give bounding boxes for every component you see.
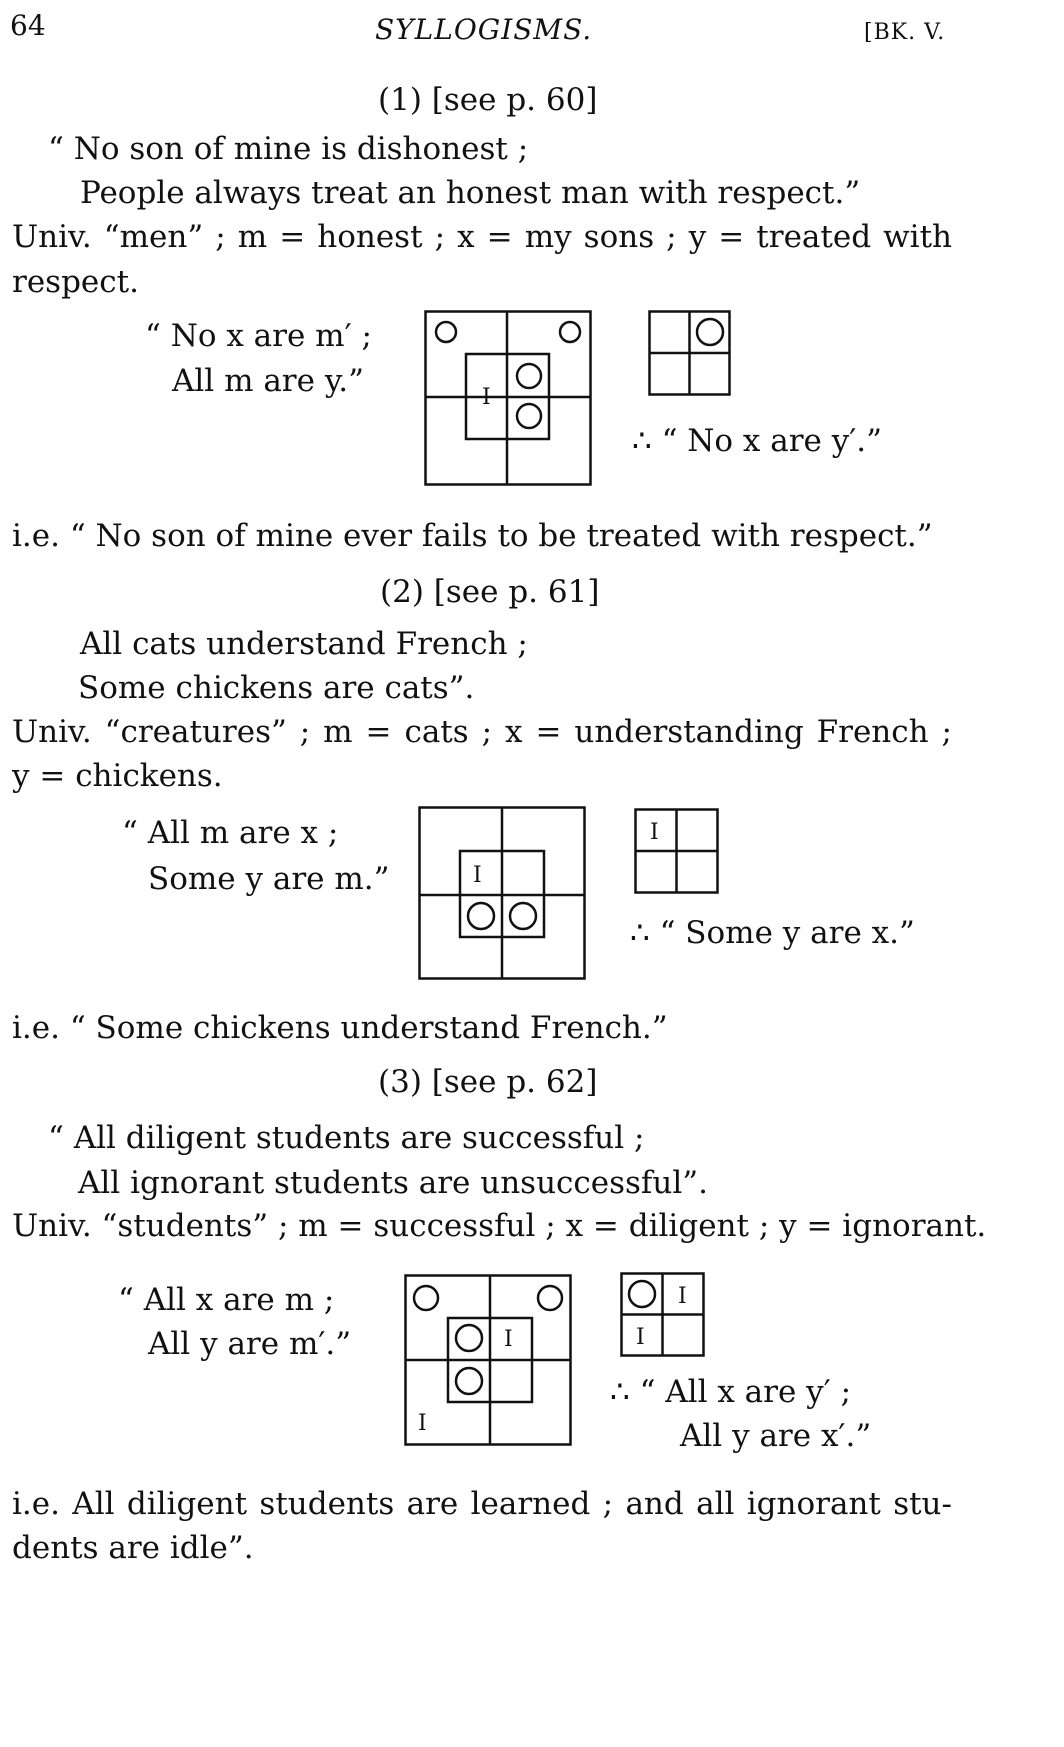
example-3-big-mark-5 (456, 1368, 482, 1394)
example-2-univ-line-1: Univ. “creatures” ; m = cats ; x = understanding French ; (12, 714, 952, 750)
example-2-ie: i.e. “ Some chickens understand French.” (12, 1010, 668, 1046)
example-3-big-mark-3 (456, 1325, 482, 1351)
running-title: SYLLOGISMS. (375, 13, 593, 46)
example-1-small-diagram (648, 310, 732, 396)
example-1-heading: (1) [see p. 60] (378, 82, 598, 118)
example-3-formal-2: All y are m′.” (148, 1326, 352, 1362)
example-2-big-mark-2 (468, 903, 494, 929)
example-1-univ-line-2: respect. (12, 264, 139, 300)
example-2-heading: (2) [see p. 61] (380, 574, 600, 610)
example-2-small-mark-1: I (650, 820, 659, 845)
example-3-small-mark-1 (629, 1281, 655, 1307)
example-1-ie: i.e. “ No son of mine ever fails to be treated with respect.” (12, 518, 933, 554)
example-1-premise-2: People always treat an honest man with respect.” (80, 175, 861, 211)
example-2-big-diagram (418, 806, 586, 980)
example-3-premise-2: All ignorant students are unsuccessful”. (78, 1165, 708, 1201)
example-3-univ-line-1: Univ. “students” ; m = successful ; x = diligent ; y = ignorant. (12, 1208, 987, 1244)
example-3-small-mark-2: I (678, 1284, 687, 1309)
example-3-formal-1: “ All x are m ; (118, 1282, 335, 1318)
example-1-big-mark-2 (560, 322, 580, 342)
example-1-conclusion: ∴ “ No x are y′.” (632, 423, 883, 459)
example-3-big-diagram (404, 1274, 572, 1446)
example-2-formal-2: Some y are m.” (148, 861, 390, 897)
example-3-conclusion-1: ∴ “ All x are y′ ; (610, 1374, 852, 1410)
example-3-big-mark-4: I (504, 1327, 513, 1352)
example-2-big-mark-1: I (473, 863, 482, 888)
example-3-ie-line-2: dents are idle”. (12, 1530, 254, 1566)
example-1-formal-2: All m are y.” (172, 363, 364, 399)
example-2-big-mark-3 (510, 903, 536, 929)
example-2-small-diagram (634, 808, 720, 894)
example-2-premise-2: Some chickens are cats”. (78, 670, 475, 706)
example-1-premise-1: “ No son of mine is dishonest ; (48, 131, 529, 167)
example-1-big-mark-4 (517, 364, 541, 388)
example-1-small-mark-1 (697, 319, 723, 345)
example-3-small-mark-3: I (636, 1325, 645, 1350)
example-1-big-mark-1 (436, 322, 456, 342)
example-3-conclusion-2: All y are x′.” (680, 1418, 872, 1454)
book-marker: [BK. V. (864, 20, 946, 45)
example-2-formal-1: “ All m are x ; (122, 815, 339, 851)
example-1-big-mark-5 (517, 404, 541, 428)
example-1-univ-line-1: Univ. “men” ; m = honest ; x = my sons ; y = treated with (12, 219, 952, 255)
example-3-big-mark-6: I (418, 1411, 427, 1436)
example-3-heading: (3) [see p. 62] (378, 1064, 598, 1100)
example-3-small-diagram (620, 1272, 706, 1358)
example-3-ie-line-1: i.e. All diligent students are learned ; and all ignorant stu- (12, 1486, 952, 1522)
example-1-big-mark-3: I (482, 385, 491, 410)
example-3-premise-1: “ All diligent students are successful ; (48, 1120, 645, 1156)
example-1-formal-1: “ No x are m′ ; (145, 318, 372, 354)
example-2-premise-1: All cats understand French ; (80, 626, 528, 662)
example-2-conclusion: ∴ “ Some y are x.” (630, 915, 915, 951)
example-3-big-mark-2 (538, 1286, 562, 1310)
example-2-univ-line-2: y = chickens. (12, 758, 223, 794)
example-3-big-mark-1 (414, 1286, 438, 1310)
example-1-big-diagram (424, 310, 592, 486)
page-number: 64 (10, 9, 46, 42)
